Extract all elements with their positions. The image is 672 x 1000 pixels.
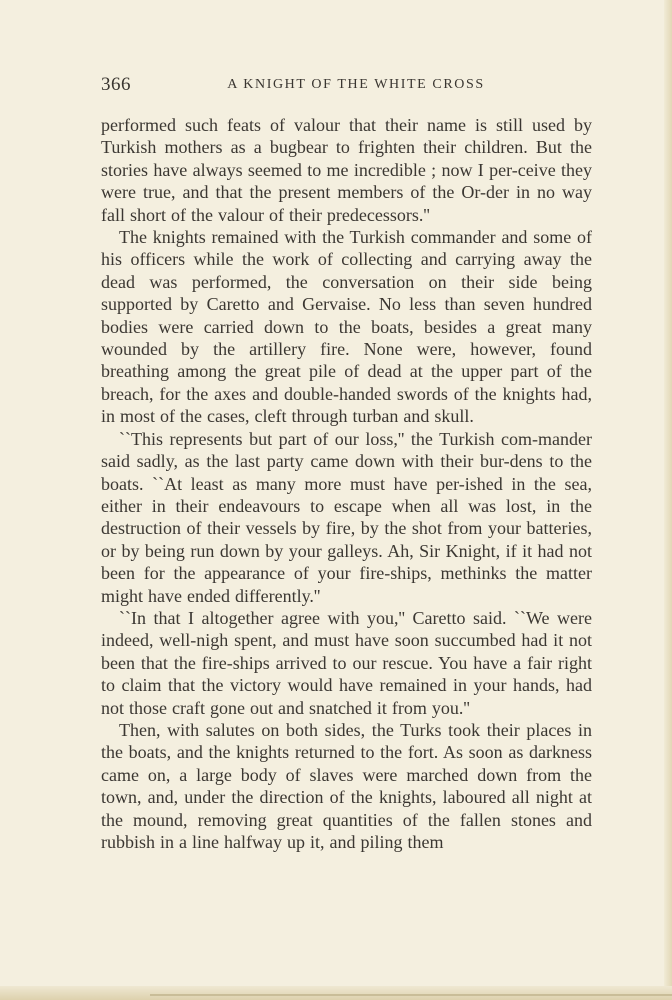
paragraph: ``This represents but part of our loss,'' the Turkish com-mander said sadly, as the last party came down with their bur-dens to the boats. ``At least as many more must have per-ished in the sea, either in their endeavours to escape when all was lost, in the destruction of their vessels by fire, by the shot from your batteries, or by being run down by your galleys. Ah, Sir Knight, if it had not been for the appearance of your fire-ships, methinks the matter might have ended differently.'' — [101, 428, 592, 606]
page-edge-shadow — [664, 0, 672, 1000]
page-bottom-edge — [0, 986, 672, 1000]
paragraph: The knights remained with the Turkish commander and some of his officers while the work of collecting and carrying away the dead was performed, the conversation on their side being supported by Caretto and Gervaise. No less than seven hundred bodies were carried down to the boats, besides a great many wounded by the artillery fire. None were, however, found breathing among the great pile of dead at the upper part of the breach, for the axes and double-handed swords of the knights had, in most of the cases, cleft through turban and skull. — [101, 227, 592, 427]
page-bottom-rule — [150, 994, 672, 996]
paragraph: performed such feats of valour that their name is still used by Turkish mothers as a bugbear to frighten their children. But the stories have always seemed to me incredible ; now I per-ceive they were true, and that the present members of the Or-der in no way fall short of the valour of their predecessors.'' — [101, 115, 592, 225]
page-number: 366 — [101, 74, 131, 95]
paragraph: Then, with salutes on both sides, the Turks took their places in the boats, and the knights returned to the fort. As soon as darkness came on, a large body of slaves were marched down from the town, and, under the direction of the knights, laboured all night at the mound, removing great quantities of the fallen stones and rubbish in a line halfway up it, and piling them — [101, 719, 592, 852]
paragraph: ``In that I altogether agree with you,'' Caretto said. ``We were indeed, well-nigh spent, and must have soon succumbed had it not been that the fire-ships arrived to our rescue. You have a fair right to claim that the victory would have remained in your hands, had not those craft gone out and snatched it from you.'' — [101, 607, 592, 718]
body-text — [101, 114, 592, 853]
running-title: A KNIGHT OF THE WHITE CROSS — [227, 77, 485, 92]
page-header — [101, 74, 591, 98]
